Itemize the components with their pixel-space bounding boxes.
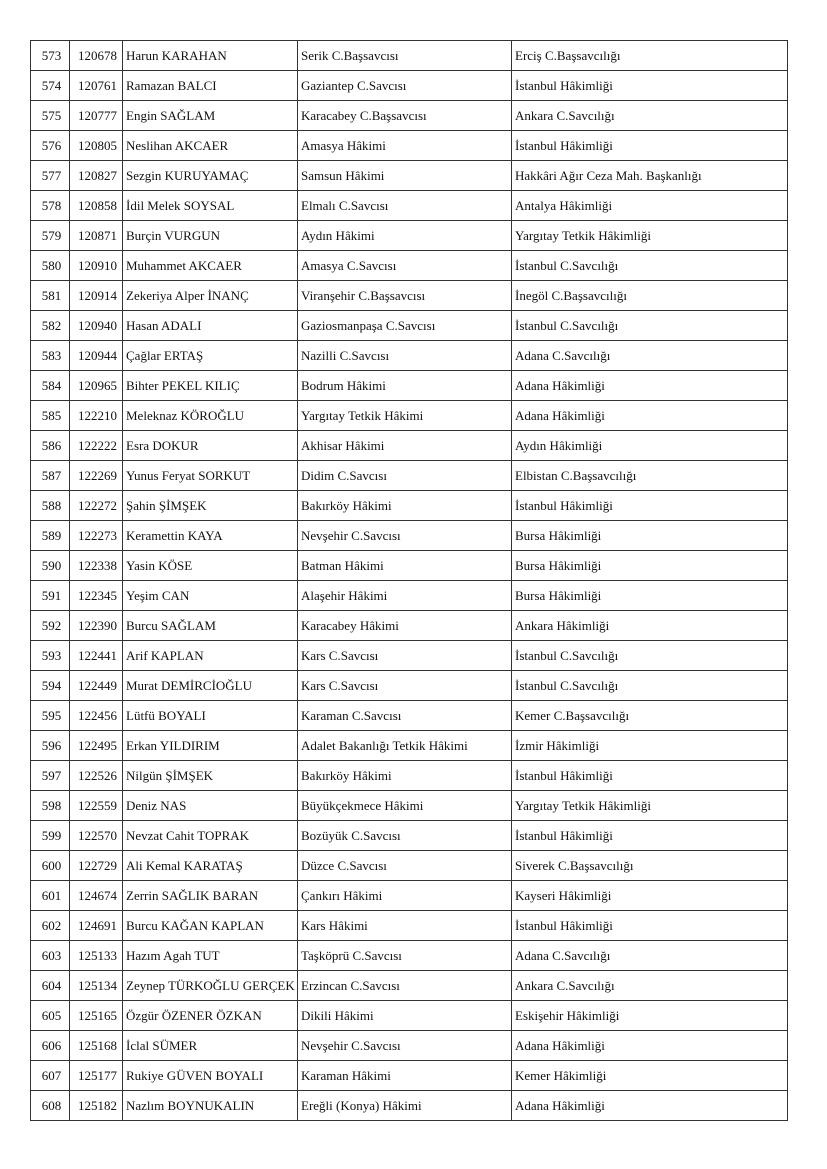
current-position-cell: Bodrum Hâkimi bbox=[298, 371, 512, 401]
new-position-cell: Kemer C.Başsavcılığı bbox=[512, 701, 788, 731]
row-number-cell: 606 bbox=[31, 1031, 70, 1061]
current-position-cell: Samsun Hâkimi bbox=[298, 161, 512, 191]
table-row bbox=[31, 731, 788, 761]
name-cell: Burcu KAĞAN KAPLAN bbox=[123, 911, 298, 941]
table-row bbox=[31, 761, 788, 791]
table-row bbox=[31, 851, 788, 881]
name-cell: Yeşim CAN bbox=[123, 581, 298, 611]
new-position-cell: İstanbul Hâkimliği bbox=[512, 911, 788, 941]
row-number-cell: 596 bbox=[31, 731, 70, 761]
name-cell: Nilgün ŞİMŞEK bbox=[123, 761, 298, 791]
table-row bbox=[31, 701, 788, 731]
table-row bbox=[31, 881, 788, 911]
appointment-table-body bbox=[31, 41, 788, 1121]
table-row bbox=[31, 1031, 788, 1061]
row-number-cell: 605 bbox=[31, 1001, 70, 1031]
row-number-cell: 573 bbox=[31, 41, 70, 71]
table-row bbox=[31, 551, 788, 581]
registry-number-cell: 120914 bbox=[70, 281, 123, 311]
new-position-cell: Ankara C.Savcılığı bbox=[512, 971, 788, 1001]
new-position-cell: İstanbul Hâkimliği bbox=[512, 131, 788, 161]
current-position-cell: Kars C.Savcısı bbox=[298, 641, 512, 671]
current-position-cell: Serik C.Başsavcısı bbox=[298, 41, 512, 71]
new-position-cell: İstanbul Hâkimliği bbox=[512, 71, 788, 101]
name-cell: Nevzat Cahit TOPRAK bbox=[123, 821, 298, 851]
name-cell: Meleknaz KÖROĞLU bbox=[123, 401, 298, 431]
row-number-cell: 599 bbox=[31, 821, 70, 851]
current-position-cell: Nevşehir C.Savcısı bbox=[298, 521, 512, 551]
row-number-cell: 580 bbox=[31, 251, 70, 281]
name-cell: Nazlım BOYNUKALIN bbox=[123, 1091, 298, 1121]
registry-number-cell: 124691 bbox=[70, 911, 123, 941]
row-number-cell: 608 bbox=[31, 1091, 70, 1121]
current-position-cell: Bozüyük C.Savcısı bbox=[298, 821, 512, 851]
new-position-cell: Elbistan C.Başsavcılığı bbox=[512, 461, 788, 491]
current-position-cell: Taşköprü C.Savcısı bbox=[298, 941, 512, 971]
row-number-cell: 602 bbox=[31, 911, 70, 941]
table-row bbox=[31, 581, 788, 611]
row-number-cell: 594 bbox=[31, 671, 70, 701]
table-row bbox=[31, 491, 788, 521]
registry-number-cell: 120827 bbox=[70, 161, 123, 191]
row-number-cell: 595 bbox=[31, 701, 70, 731]
registry-number-cell: 122441 bbox=[70, 641, 123, 671]
table-row bbox=[31, 641, 788, 671]
current-position-cell: Amasya C.Savcısı bbox=[298, 251, 512, 281]
table-row bbox=[31, 521, 788, 551]
new-position-cell: Adana Hâkimliği bbox=[512, 1091, 788, 1121]
name-cell: İclal SÜMER bbox=[123, 1031, 298, 1061]
name-cell: Zeynep TÜRKOĞLU GERÇEK bbox=[123, 971, 298, 1001]
new-position-cell: İstanbul C.Savcılığı bbox=[512, 311, 788, 341]
row-number-cell: 582 bbox=[31, 311, 70, 341]
new-position-cell: Yargıtay Tetkik Hâkimliği bbox=[512, 791, 788, 821]
new-position-cell: Kemer Hâkimliği bbox=[512, 1061, 788, 1091]
name-cell: Lütfü BOYALI bbox=[123, 701, 298, 731]
table-row bbox=[31, 611, 788, 641]
registry-number-cell: 122559 bbox=[70, 791, 123, 821]
current-position-cell: Dikili Hâkimi bbox=[298, 1001, 512, 1031]
current-position-cell: Yargıtay Tetkik Hâkimi bbox=[298, 401, 512, 431]
registry-number-cell: 120910 bbox=[70, 251, 123, 281]
new-position-cell: Erciş C.Başsavcılığı bbox=[512, 41, 788, 71]
new-position-cell: İstanbul C.Savcılığı bbox=[512, 641, 788, 671]
row-number-cell: 601 bbox=[31, 881, 70, 911]
name-cell: Muhammet AKCAER bbox=[123, 251, 298, 281]
row-number-cell: 576 bbox=[31, 131, 70, 161]
row-number-cell: 585 bbox=[31, 401, 70, 431]
row-number-cell: 591 bbox=[31, 581, 70, 611]
name-cell: Ramazan BALCI bbox=[123, 71, 298, 101]
registry-number-cell: 122273 bbox=[70, 521, 123, 551]
current-position-cell: Batman Hâkimi bbox=[298, 551, 512, 581]
name-cell: Keramettin KAYA bbox=[123, 521, 298, 551]
table-row bbox=[31, 1091, 788, 1121]
new-position-cell: Adana C.Savcılığı bbox=[512, 341, 788, 371]
new-position-cell: İstanbul Hâkimliği bbox=[512, 821, 788, 851]
registry-number-cell: 125177 bbox=[70, 1061, 123, 1091]
registry-number-cell: 125134 bbox=[70, 971, 123, 1001]
row-number-cell: 577 bbox=[31, 161, 70, 191]
registry-number-cell: 120858 bbox=[70, 191, 123, 221]
name-cell: Özgür ÖZENER ÖZKAN bbox=[123, 1001, 298, 1031]
registry-number-cell: 122210 bbox=[70, 401, 123, 431]
registry-number-cell: 120777 bbox=[70, 101, 123, 131]
table-row bbox=[31, 1061, 788, 1091]
table-row bbox=[31, 71, 788, 101]
name-cell: Hazım Agah TUT bbox=[123, 941, 298, 971]
name-cell: Murat DEMİRCİOĞLU bbox=[123, 671, 298, 701]
current-position-cell: Bakırköy Hâkimi bbox=[298, 761, 512, 791]
new-position-cell: Bursa Hâkimliği bbox=[512, 581, 788, 611]
new-position-cell: Yargıtay Tetkik Hâkimliği bbox=[512, 221, 788, 251]
current-position-cell: Karaman C.Savcısı bbox=[298, 701, 512, 731]
registry-number-cell: 120761 bbox=[70, 71, 123, 101]
table-row bbox=[31, 791, 788, 821]
table-row bbox=[31, 191, 788, 221]
table-row bbox=[31, 251, 788, 281]
current-position-cell: Gaziosmanpaşa C.Savcısı bbox=[298, 311, 512, 341]
new-position-cell: Kayseri Hâkimliği bbox=[512, 881, 788, 911]
new-position-cell: Antalya Hâkimliği bbox=[512, 191, 788, 221]
table-row bbox=[31, 131, 788, 161]
name-cell: Sezgin KURUYAMAÇ bbox=[123, 161, 298, 191]
row-number-cell: 593 bbox=[31, 641, 70, 671]
name-cell: Harun KARAHAN bbox=[123, 41, 298, 71]
row-number-cell: 587 bbox=[31, 461, 70, 491]
registry-number-cell: 122345 bbox=[70, 581, 123, 611]
registry-number-cell: 122526 bbox=[70, 761, 123, 791]
new-position-cell: Adana Hâkimliği bbox=[512, 371, 788, 401]
name-cell: Erkan YILDIRIM bbox=[123, 731, 298, 761]
row-number-cell: 579 bbox=[31, 221, 70, 251]
row-number-cell: 588 bbox=[31, 491, 70, 521]
table-row bbox=[31, 431, 788, 461]
registry-number-cell: 120678 bbox=[70, 41, 123, 71]
table-row bbox=[31, 371, 788, 401]
new-position-cell: İzmir Hâkimliği bbox=[512, 731, 788, 761]
name-cell: Zerrin SAĞLIK BARAN bbox=[123, 881, 298, 911]
table-row bbox=[31, 821, 788, 851]
row-number-cell: 583 bbox=[31, 341, 70, 371]
name-cell: Zekeriya Alper İNANÇ bbox=[123, 281, 298, 311]
row-number-cell: 607 bbox=[31, 1061, 70, 1091]
current-position-cell: Nevşehir C.Savcısı bbox=[298, 1031, 512, 1061]
registry-number-cell: 124674 bbox=[70, 881, 123, 911]
name-cell: Deniz NAS bbox=[123, 791, 298, 821]
registry-number-cell: 122495 bbox=[70, 731, 123, 761]
row-number-cell: 578 bbox=[31, 191, 70, 221]
row-number-cell: 592 bbox=[31, 611, 70, 641]
row-number-cell: 589 bbox=[31, 521, 70, 551]
current-position-cell: Gaziantep C.Savcısı bbox=[298, 71, 512, 101]
current-position-cell: Alaşehir Hâkimi bbox=[298, 581, 512, 611]
table-row bbox=[31, 1001, 788, 1031]
new-position-cell: Ankara C.Savcılığı bbox=[512, 101, 788, 131]
appointment-table bbox=[30, 40, 788, 1121]
table-row bbox=[31, 281, 788, 311]
name-cell: Engin SAĞLAM bbox=[123, 101, 298, 131]
current-position-cell: Erzincan C.Savcısı bbox=[298, 971, 512, 1001]
table-row bbox=[31, 101, 788, 131]
new-position-cell: İstanbul C.Savcılığı bbox=[512, 251, 788, 281]
current-position-cell: Bakırköy Hâkimi bbox=[298, 491, 512, 521]
current-position-cell: Viranşehir C.Başsavcısı bbox=[298, 281, 512, 311]
current-position-cell: Nazilli C.Savcısı bbox=[298, 341, 512, 371]
row-number-cell: 575 bbox=[31, 101, 70, 131]
row-number-cell: 586 bbox=[31, 431, 70, 461]
table-row bbox=[31, 341, 788, 371]
name-cell: Bihter PEKEL KILIÇ bbox=[123, 371, 298, 401]
row-number-cell: 603 bbox=[31, 941, 70, 971]
row-number-cell: 598 bbox=[31, 791, 70, 821]
current-position-cell: Akhisar Hâkimi bbox=[298, 431, 512, 461]
new-position-cell: Bursa Hâkimliği bbox=[512, 551, 788, 581]
current-position-cell: Karacabey Hâkimi bbox=[298, 611, 512, 641]
registry-number-cell: 125165 bbox=[70, 1001, 123, 1031]
new-position-cell: Bursa Hâkimliği bbox=[512, 521, 788, 551]
current-position-cell: Karaman Hâkimi bbox=[298, 1061, 512, 1091]
new-position-cell: İstanbul Hâkimliği bbox=[512, 761, 788, 791]
new-position-cell: Ankara Hâkimliği bbox=[512, 611, 788, 641]
table-row bbox=[31, 161, 788, 191]
current-position-cell: Aydın Hâkimi bbox=[298, 221, 512, 251]
name-cell: Arif KAPLAN bbox=[123, 641, 298, 671]
registry-number-cell: 122456 bbox=[70, 701, 123, 731]
table-row bbox=[31, 41, 788, 71]
registry-number-cell: 122729 bbox=[70, 851, 123, 881]
name-cell: Şahin ŞİMŞEK bbox=[123, 491, 298, 521]
registry-number-cell: 125182 bbox=[70, 1091, 123, 1121]
new-position-cell: İnegöl C.Başsavcılığı bbox=[512, 281, 788, 311]
current-position-cell: Elmalı C.Savcısı bbox=[298, 191, 512, 221]
new-position-cell: Adana C.Savcılığı bbox=[512, 941, 788, 971]
row-number-cell: 604 bbox=[31, 971, 70, 1001]
registry-number-cell: 122222 bbox=[70, 431, 123, 461]
registry-number-cell: 120965 bbox=[70, 371, 123, 401]
registry-number-cell: 122338 bbox=[70, 551, 123, 581]
row-number-cell: 574 bbox=[31, 71, 70, 101]
row-number-cell: 600 bbox=[31, 851, 70, 881]
table-row bbox=[31, 461, 788, 491]
current-position-cell: Çankırı Hâkimi bbox=[298, 881, 512, 911]
name-cell: Burcu SAĞLAM bbox=[123, 611, 298, 641]
current-position-cell: Kars Hâkimi bbox=[298, 911, 512, 941]
table-row bbox=[31, 401, 788, 431]
new-position-cell: Adana Hâkimliği bbox=[512, 1031, 788, 1061]
name-cell: Burçin VURGUN bbox=[123, 221, 298, 251]
current-position-cell: Ereğli (Konya) Hâkimi bbox=[298, 1091, 512, 1121]
name-cell: İdil Melek SOYSAL bbox=[123, 191, 298, 221]
new-position-cell: İstanbul C.Savcılığı bbox=[512, 671, 788, 701]
current-position-cell: Düzce C.Savcısı bbox=[298, 851, 512, 881]
registry-number-cell: 122272 bbox=[70, 491, 123, 521]
name-cell: Çağlar ERTAŞ bbox=[123, 341, 298, 371]
table-row bbox=[31, 671, 788, 701]
current-position-cell: Didim C.Savcısı bbox=[298, 461, 512, 491]
name-cell: Yasin KÖSE bbox=[123, 551, 298, 581]
current-position-cell: Karacabey C.Başsavcısı bbox=[298, 101, 512, 131]
name-cell: Hasan ADALI bbox=[123, 311, 298, 341]
registry-number-cell: 120805 bbox=[70, 131, 123, 161]
new-position-cell: İstanbul Hâkimliği bbox=[512, 491, 788, 521]
current-position-cell: Adalet Bakanlığı Tetkik Hâkimi bbox=[298, 731, 512, 761]
new-position-cell: Hakkâri Ağır Ceza Mah. Başkanlığı bbox=[512, 161, 788, 191]
table-row bbox=[31, 221, 788, 251]
registry-number-cell: 120871 bbox=[70, 221, 123, 251]
registry-number-cell: 125133 bbox=[70, 941, 123, 971]
row-number-cell: 584 bbox=[31, 371, 70, 401]
row-number-cell: 590 bbox=[31, 551, 70, 581]
name-cell: Neslihan AKCAER bbox=[123, 131, 298, 161]
table-row bbox=[31, 971, 788, 1001]
registry-number-cell: 120940 bbox=[70, 311, 123, 341]
new-position-cell: Adana Hâkimliği bbox=[512, 401, 788, 431]
name-cell: Ali Kemal KARATAŞ bbox=[123, 851, 298, 881]
table-row bbox=[31, 941, 788, 971]
name-cell: Rukiye GÜVEN BOYALI bbox=[123, 1061, 298, 1091]
new-position-cell: Eskişehir Hâkimliği bbox=[512, 1001, 788, 1031]
new-position-cell: Siverek C.Başsavcılığı bbox=[512, 851, 788, 881]
registry-number-cell: 122449 bbox=[70, 671, 123, 701]
registry-number-cell: 122390 bbox=[70, 611, 123, 641]
registry-number-cell: 122269 bbox=[70, 461, 123, 491]
current-position-cell: Büyükçekmece Hâkimi bbox=[298, 791, 512, 821]
row-number-cell: 597 bbox=[31, 761, 70, 791]
registry-number-cell: 120944 bbox=[70, 341, 123, 371]
current-position-cell: Kars C.Savcısı bbox=[298, 671, 512, 701]
table-row bbox=[31, 911, 788, 941]
new-position-cell: Aydın Hâkimliği bbox=[512, 431, 788, 461]
table-row bbox=[31, 311, 788, 341]
current-position-cell: Amasya Hâkimi bbox=[298, 131, 512, 161]
name-cell: Yunus Feryat SORKUT bbox=[123, 461, 298, 491]
registry-number-cell: 125168 bbox=[70, 1031, 123, 1061]
row-number-cell: 581 bbox=[31, 281, 70, 311]
registry-number-cell: 122570 bbox=[70, 821, 123, 851]
name-cell: Esra DOKUR bbox=[123, 431, 298, 461]
